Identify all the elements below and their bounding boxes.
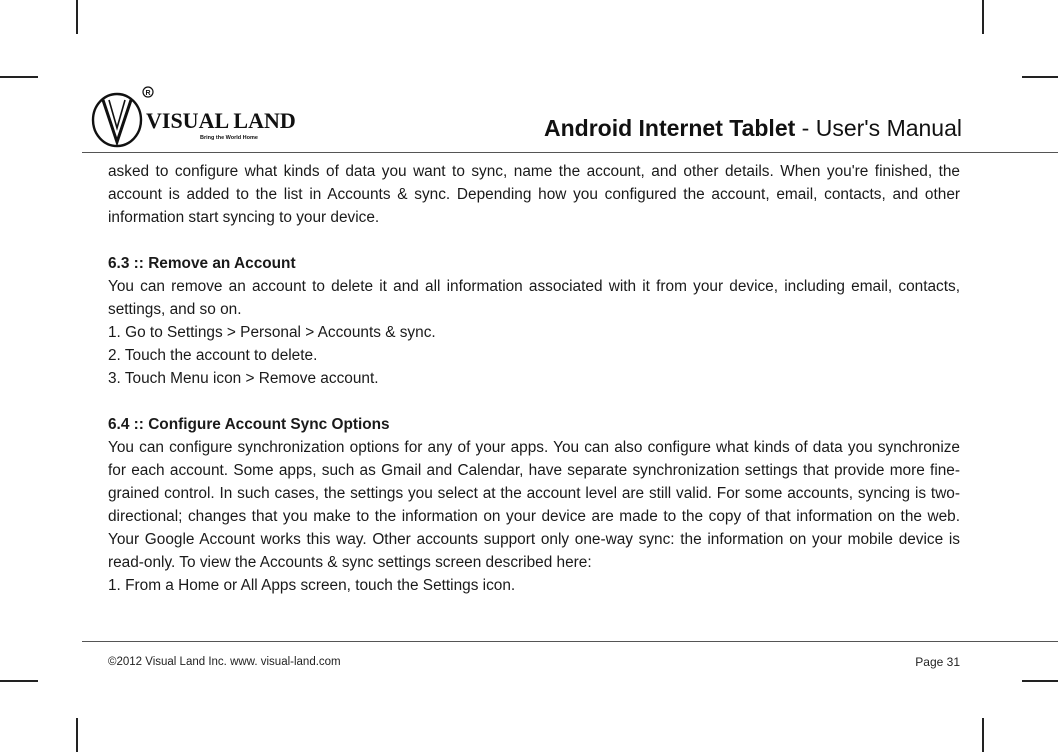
crop-mark-top-right	[982, 0, 984, 34]
footer-rule	[82, 641, 1058, 642]
intro-paragraph: asked to configure what kinds of data you want to sync, name the account, and other details. When you're finished, the account is added to the list in Accounts & sync. Depending how you configured the account, email, contacts, and other information start syncing to your device.	[108, 163, 960, 226]
section-6-3-paragraph: You can remove an account to delete it and all information associated with it from your device, including email, contacts, settings, and so on.	[108, 278, 960, 318]
crop-mark-right-top	[1022, 76, 1058, 78]
section-heading-6-3: 6.3 :: Remove an Account	[108, 255, 296, 272]
header-title-rest: - User's Manual	[795, 115, 962, 141]
svg-text:R: R	[145, 90, 151, 97]
footer-copyright: ©2012 Visual Land Inc. www. visual-land.com	[108, 656, 341, 668]
crop-mark-top-left	[76, 0, 78, 34]
crop-mark-left-bottom	[0, 680, 38, 682]
crop-mark-bottom-right	[982, 718, 984, 752]
header-rule	[82, 152, 1058, 153]
step-item: 1. Go to Settings > Personal > Accounts & sync.	[108, 324, 436, 341]
page-number: Page 31	[915, 655, 960, 669]
step-item: 1. From a Home or All Apps screen, touch the Settings icon.	[108, 577, 516, 594]
brand-name: VISUAL LAND	[146, 108, 296, 133]
crop-mark-bottom-left	[76, 718, 78, 752]
section-6-4-paragraph: You can configure synchronization options for any of your apps. You can also configure what kinds of data you synchronize for each account. Some apps, such as Gmail and Calendar, have separate synchronization settings that provide more fine-grained control. In such cases, the settings you select at the account level are still valid. For some accounts, syncing is two-directional; changes that you make to the information on your device are made to the copy of that information on the web. Your Google Account works this way. Other accounts support only one-way sync: the information on your mobile device is read-only. To view the Accounts & sync settings screen described here:	[108, 439, 960, 571]
page-body	[108, 160, 960, 597]
step-item: 2. Touch the account to delete.	[108, 347, 318, 364]
step-item: 3. Touch Menu icon > Remove account.	[108, 370, 379, 387]
crop-mark-left-top	[0, 76, 38, 78]
visual-land-logo	[88, 84, 328, 150]
header-title	[544, 115, 962, 142]
crop-mark-right-bottom	[1022, 680, 1058, 682]
section-heading-6-4: 6.4 :: Configure Account Sync Options	[108, 416, 390, 433]
brand-tagline: Bring the World Home	[200, 135, 258, 141]
header-title-bold: Android Internet Tablet	[543, 115, 796, 141]
